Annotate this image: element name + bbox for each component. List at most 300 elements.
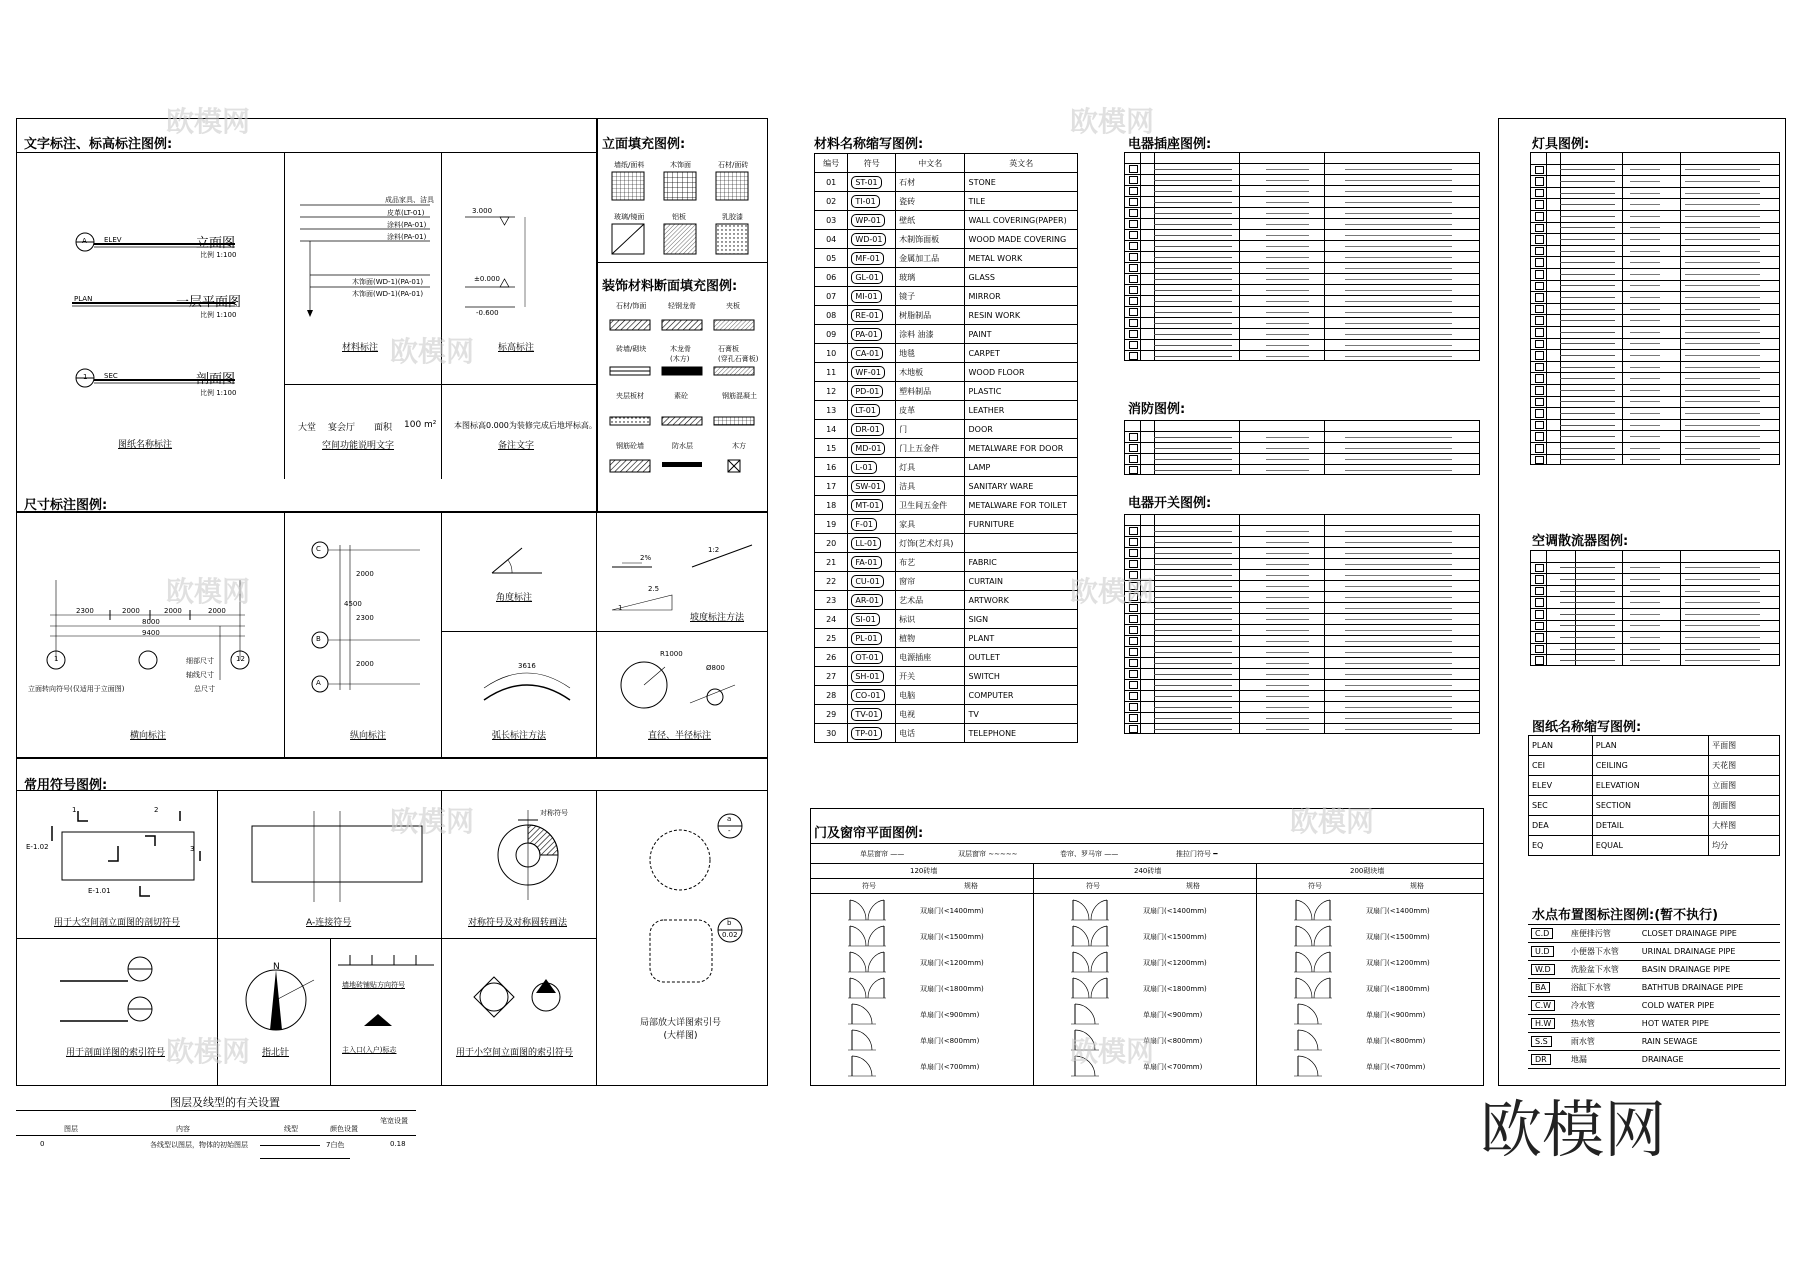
materials-cell: FA-01 (848, 553, 896, 572)
door-symbol-icon (1071, 950, 1111, 974)
door-spec: 单扇门(<700mm) (920, 1063, 980, 1071)
materials-cell: LEATHER (965, 401, 1078, 420)
legend-symbol-icon (1535, 444, 1544, 453)
door-spec: 单扇门(<700mm) (1143, 1063, 1203, 1071)
table-row (1529, 736, 1780, 756)
materials-cell: 皮革 (896, 401, 965, 420)
slope-text-3: 2.5 (648, 585, 660, 593)
cut-label-1: E-1.02 (26, 843, 49, 851)
table-row (815, 705, 1078, 724)
materials-cell: 14 (815, 420, 848, 439)
materials-title: 材料名称缩写图例: (814, 137, 924, 152)
water-cell: 小便器下水管 (1568, 943, 1639, 961)
table-row (815, 211, 1078, 230)
drawing-abbr-title: 图纸名称缩写图例: (1532, 720, 1642, 735)
caption-space: 空间功能说明文字 (322, 441, 395, 451)
materials-cell: ARTWORK (965, 591, 1078, 610)
table-row (815, 458, 1078, 477)
vdim-2: 4500 (344, 600, 362, 608)
materials-cell: 金属加工品 (896, 249, 965, 268)
table-row (815, 249, 1078, 268)
arc-value: 3616 (518, 662, 536, 670)
height-top: 3.000 (472, 207, 493, 215)
door-spec: 单扇门(<900mm) (1366, 1011, 1426, 1019)
table-row (1529, 816, 1780, 836)
legend-symbol-icon (1535, 421, 1544, 430)
materials-cell: MF-01 (848, 249, 896, 268)
fill-label-r3-1: 石材/饰面 (616, 302, 647, 310)
materials-cell: SWITCH (965, 667, 1078, 686)
legend-symbol-icon (1129, 308, 1138, 316)
door-symbol-icon (848, 950, 888, 974)
water-cell: RAIN SEWAGE (1639, 1033, 1780, 1051)
table-row (815, 420, 1078, 439)
elev-scale: 比例 1:100 (200, 251, 237, 259)
materials-cell: FABRIC (965, 553, 1078, 572)
sym-label: 对称符号 (540, 809, 568, 817)
legend-symbol-icon (1129, 626, 1138, 634)
vdim-1: 2000 (356, 570, 374, 578)
abbr-cell: 大样图 (1709, 816, 1780, 836)
fill-label-r6-3: 木方 (732, 442, 746, 450)
legend-symbol-icon (1129, 209, 1138, 217)
legend-symbol-icon (1129, 330, 1138, 338)
index-b-sub: 0.02 (722, 931, 738, 939)
legend-symbol-icon (1129, 637, 1138, 645)
cut-symbol-drawing (40, 806, 210, 906)
table-row (815, 439, 1078, 458)
materials-cell: SH-01 (848, 667, 896, 686)
dim-6: 9400 (142, 629, 160, 637)
space-word-3: 面积 (374, 423, 393, 433)
materials-cell: MT-01 (848, 496, 896, 515)
abbr-cell: EQ (1529, 836, 1593, 856)
legend-symbol-icon (1129, 297, 1138, 305)
vaxis-c: C (316, 545, 321, 553)
door-symbol-icon (848, 924, 888, 948)
sec-marker: 1 (83, 373, 88, 381)
materials-cell: 门上五金件 (896, 439, 965, 458)
caption-detail: 局部放大详图索引号 (大样图) (640, 1018, 722, 1041)
materials-cell: DOOR (965, 420, 1078, 439)
fill-label-r3-2: 轻钢龙骨 (668, 302, 696, 310)
materials-cell: FURNITURE (965, 515, 1078, 534)
water-cell: 雨水管 (1568, 1033, 1639, 1051)
materials-cell: METALWARE FOR TOILET (965, 496, 1078, 515)
legend-symbol-icon (1129, 681, 1138, 689)
material-line-3: 涂料(PA-01) (387, 221, 427, 229)
door-symbol-icon (1071, 924, 1111, 948)
legend-symbol-icon (1535, 270, 1544, 279)
caption-section-index: 用于剖面详图的索引符号 (66, 1048, 166, 1058)
legend-symbol-icon (1535, 575, 1544, 584)
detail-index-drawing (640, 810, 760, 1010)
materials-cell: PL-01 (848, 629, 896, 648)
cut-label-5: 3 (190, 845, 195, 853)
table-row (1528, 961, 1780, 979)
materials-cell: 15 (815, 439, 848, 458)
material-line-2: 皮革(LT-01) (387, 209, 425, 217)
materials-cell: CURTAIN (965, 572, 1078, 591)
materials-cell: ST-01 (848, 173, 896, 192)
wall-2: 240砖墙 (1134, 867, 1162, 875)
materials-cell: 07 (815, 287, 848, 306)
caption-note: 备注文字 (498, 441, 535, 451)
section-title-symbol: 常用符号图例: (24, 778, 108, 793)
table-row (815, 344, 1078, 363)
fill-label-r4-1: 砖墙/砌块 (616, 345, 647, 353)
materials-cell: METAL WORK (965, 249, 1078, 268)
materials-cell: RE-01 (848, 306, 896, 325)
materials-cell: F-01 (848, 515, 896, 534)
legend-symbol-icon (1535, 374, 1544, 383)
materials-cell: TILE (965, 192, 1078, 211)
water-cell: CLOSET DRAINAGE PIPE (1639, 925, 1780, 943)
materials-cell: TV-01 (848, 705, 896, 724)
cut-label-2: E-1.01 (88, 887, 111, 895)
materials-header-2: 中文名 (896, 154, 965, 173)
sec-scale: 比例 1:100 (200, 389, 237, 397)
materials-cell: 22 (815, 572, 848, 591)
table-row (815, 553, 1078, 572)
water-table (1528, 924, 1780, 1069)
material-line-4: 涂料(PA-01) (387, 233, 427, 241)
water-cell: BA (1528, 979, 1568, 997)
dim-3: 2000 (164, 607, 182, 615)
table-row (1528, 1015, 1780, 1033)
legend-symbol-icon (1535, 587, 1544, 596)
materials-cell: MD-01 (848, 439, 896, 458)
watermark-8: 欧模网 (166, 1035, 251, 1068)
materials-cell: LT-01 (848, 401, 896, 420)
abbr-cell: ELEVATION (1592, 776, 1708, 796)
table-row (1529, 776, 1780, 796)
watermark-6: 欧模网 (390, 805, 475, 838)
table-row (815, 515, 1078, 534)
materials-cell: PA-01 (848, 325, 896, 344)
legend-symbol-icon (1535, 622, 1544, 631)
caption-slope: 坡度标注方法 (690, 613, 745, 623)
lights-title: 灯具图例: (1532, 137, 1590, 152)
materials-cell: 30 (815, 724, 848, 743)
legend-symbol-icon (1129, 466, 1138, 474)
door-spec: 单扇门(<800mm) (1366, 1037, 1426, 1045)
materials-cell: 木地板 (896, 363, 965, 382)
legend-symbol-icon (1535, 258, 1544, 267)
door-spec: 单扇门(<700mm) (1366, 1063, 1426, 1071)
elev-marker: A (82, 237, 87, 245)
materials-cell: PLANT (965, 629, 1078, 648)
door-symbol-icon (1294, 950, 1334, 974)
table-row (815, 363, 1078, 382)
table-row (815, 648, 1078, 667)
legend-symbol-icon (1129, 319, 1138, 327)
materials-cell: MI-01 (848, 287, 896, 306)
layer-header-2: 内容 (176, 1125, 190, 1133)
materials-cell: 29 (815, 705, 848, 724)
door-symbol-icon (1294, 976, 1334, 1000)
materials-cell: 06 (815, 268, 848, 287)
caption-cut: 用于大空间剖立面图的剖切符号 (54, 918, 181, 928)
materials-cell: SANITARY WARE (965, 477, 1078, 496)
materials-cell: AR-01 (848, 591, 896, 610)
abbr-cell: DETAIL (1592, 816, 1708, 836)
abbr-cell: PLAN (1592, 736, 1708, 756)
caption-tile: 墙地砖铺贴方向符号 (342, 981, 405, 989)
table-row (1529, 796, 1780, 816)
legend-symbol-icon (1129, 455, 1138, 463)
cut-label-3: 1 (72, 806, 77, 814)
height-neg: -0.600 (476, 309, 499, 317)
materials-cell: WOOD MADE COVERING (965, 230, 1078, 249)
abbr-cell: 剖面图 (1709, 796, 1780, 816)
materials-cell: WOOD FLOOR (965, 363, 1078, 382)
table-row (815, 477, 1078, 496)
doors-legend-1: 单层窗帘 —— (860, 850, 905, 858)
doors-legend-3: 卷帘、罗马帘 —— (1060, 850, 1119, 858)
materials-cell: 18 (815, 496, 848, 515)
legend-symbol-icon (1129, 231, 1138, 239)
materials-cell: 木制饰面板 (896, 230, 965, 249)
materials-cell: 05 (815, 249, 848, 268)
water-cell: 洗脸盆下水管 (1568, 961, 1639, 979)
fill-label-r1-3: 石材/面砖 (718, 161, 749, 169)
legend-symbol-icon (1129, 560, 1138, 568)
elev-index-drawing (470, 975, 570, 1025)
materials-cell: PD-01 (848, 382, 896, 401)
door-spec: 双扇门(<1400mm) (920, 907, 984, 915)
water-cell: U.D (1528, 943, 1568, 961)
legend-symbol-icon (1535, 432, 1544, 441)
note-text: 本图标高0.000为装修完成后地坪标高。 (454, 421, 597, 430)
materials-cell: 20 (815, 534, 848, 553)
cut-label-4: 2 (154, 806, 159, 814)
col-spec-1: 规格 (964, 882, 978, 890)
section-title-section-fill: 装饰材料断面填充图例: (602, 279, 738, 294)
fill-label-r1-1: 墙纸/面料 (614, 161, 645, 169)
door-spec: 单扇门(<900mm) (1143, 1011, 1203, 1019)
section-title-text-elevation: 文字标注、标高标注图例: (24, 137, 173, 152)
fill-label-r6-1: 钢筋砼墙 (616, 442, 644, 450)
caption-height: 标高标注 (498, 343, 535, 353)
legend-symbol-icon (1535, 398, 1544, 407)
height-zero: ±0.000 (474, 275, 500, 283)
switch-title: 电器开关图例: (1128, 496, 1212, 511)
materials-cell: 地毯 (896, 344, 965, 363)
materials-cell: WALL COVERING(PAPER) (965, 211, 1078, 230)
abbr-cell: PLAN (1529, 736, 1593, 756)
fill-label-r4-2: 木龙骨 (木方) (670, 345, 691, 363)
watermark-1: 欧模网 (166, 105, 251, 138)
legend-symbol-icon (1129, 615, 1138, 623)
radius-drawing (620, 655, 750, 715)
materials-cell: COMPUTER (965, 686, 1078, 705)
materials-cell: 19 (815, 515, 848, 534)
materials-cell: TV (965, 705, 1078, 724)
water-cell: HOT WATER PIPE (1639, 1015, 1780, 1033)
door-spec: 双扇门(<1800mm) (1366, 985, 1430, 993)
legend-symbol-icon (1129, 648, 1138, 656)
sec-prefix: SEC (104, 372, 118, 380)
fill-label-r4-3: 石膏板 (穿孔石膏板) (718, 345, 759, 363)
materials-cell: 卫生间五金件 (896, 496, 965, 515)
legend-symbol-icon (1129, 253, 1138, 261)
materials-table (814, 153, 1078, 743)
legend-symbol-icon (1535, 598, 1544, 607)
legend-symbol-icon (1535, 305, 1544, 314)
legend-symbol-icon (1129, 286, 1138, 294)
water-cell: URINAL DRAINAGE PIPE (1639, 943, 1780, 961)
slope-text-2: 1:2 (708, 546, 720, 554)
materials-cell: 04 (815, 230, 848, 249)
water-cell: C.W (1528, 997, 1568, 1015)
materials-cell: 塑料制品 (896, 382, 965, 401)
legend-symbol-icon (1129, 352, 1138, 360)
space-word-2: 宴会厅 (328, 423, 356, 433)
legend-symbol-icon (1129, 692, 1138, 700)
door-spec: 双扇门(<1500mm) (1366, 933, 1430, 941)
water-cell: BATHTUB DRAINAGE PIPE (1639, 979, 1780, 997)
materials-cell: 瓷砖 (896, 192, 965, 211)
dim-note-3: 总尺寸 (194, 685, 215, 693)
materials-cell: 植物 (896, 629, 965, 648)
legend-symbol-icon (1535, 351, 1544, 360)
materials-cell: 03 (815, 211, 848, 230)
legend-symbol-icon (1535, 293, 1544, 302)
door-symbol-icon (1071, 1002, 1111, 1026)
table-row (815, 610, 1078, 629)
materials-cell: 24 (815, 610, 848, 629)
materials-cell: GL-01 (848, 268, 896, 287)
index-a-sub: - (728, 827, 731, 835)
table-row (815, 192, 1078, 211)
legend-symbol-icon (1535, 224, 1544, 233)
angle-drawing (492, 548, 552, 578)
materials-cell: DR-01 (848, 420, 896, 439)
caption-drawing-name: 图纸名称标注 (118, 440, 173, 450)
layer-row-4: 7白色 (326, 1141, 345, 1149)
ac-title: 空调散流器图例: (1532, 534, 1629, 549)
dim-note-2: 轴线尺寸 (186, 671, 214, 679)
caption-north: 指北针 (262, 1048, 290, 1058)
door-spec: 单扇门(<900mm) (920, 1011, 980, 1019)
legend-symbol-icon (1129, 187, 1138, 195)
materials-cell: WF-01 (848, 363, 896, 382)
door-spec: 双扇门(<1800mm) (920, 985, 984, 993)
caption-turn: 立面转向符号(仅适用于立面图) (28, 685, 125, 693)
layer-table-title: 图层及线型的有关设置 (170, 1096, 280, 1109)
axis-left: 1 (54, 655, 59, 663)
legend-symbol-icon (1535, 633, 1544, 642)
table-row (1528, 979, 1780, 997)
legend-symbol-icon (1129, 275, 1138, 283)
water-cell: W.D (1528, 961, 1568, 979)
materials-cell: PAINT (965, 325, 1078, 344)
section-title-dimension: 尺寸标注图例: (24, 498, 108, 513)
legend-symbol-icon (1129, 165, 1138, 173)
table-row (1528, 997, 1780, 1015)
table-row (815, 534, 1078, 553)
materials-cell: 电视 (896, 705, 965, 724)
abbr-cell: SECTION (1592, 796, 1708, 816)
materials-cell: 09 (815, 325, 848, 344)
door-spec: 双扇门(<1200mm) (1366, 959, 1430, 967)
caption-entry: 主入口(入户)标志 (342, 1046, 397, 1054)
col-spec-2: 规格 (1186, 882, 1200, 890)
materials-cell: TP-01 (848, 724, 896, 743)
abbr-cell: EQUAL (1592, 836, 1708, 856)
legend-symbol-icon (1535, 363, 1544, 372)
col-spec-3: 规格 (1410, 882, 1424, 890)
door-spec: 单扇门(<800mm) (920, 1037, 980, 1045)
vdim-3: 2300 (356, 614, 374, 622)
water-cell: 座便排污管 (1568, 925, 1639, 943)
materials-cell: SW-01 (848, 477, 896, 496)
materials-cell: LAMP (965, 458, 1078, 477)
materials-cell: 电话 (896, 724, 965, 743)
table-row (1528, 1033, 1780, 1051)
water-title: 水点布置图标注图例:(暂不执行) (1532, 908, 1719, 923)
water-cell: COLD WATER PIPE (1639, 997, 1780, 1015)
wall-3: 200砌块墙 (1350, 867, 1385, 875)
materials-cell: 27 (815, 667, 848, 686)
watermark-3: 欧模网 (166, 575, 251, 608)
materials-header-1: 符号 (848, 154, 896, 173)
materials-cell: 石材 (896, 173, 965, 192)
materials-cell: LL-01 (848, 534, 896, 553)
dim-1: 2300 (76, 607, 94, 615)
col-symbol-2: 符号 (1086, 882, 1100, 890)
drawing-abbr-table (1528, 735, 1780, 856)
legend-symbol-icon (1129, 538, 1138, 546)
door-symbol-icon (848, 1002, 888, 1026)
space-word-1: 大堂 (298, 423, 317, 433)
door-spec: 双扇门(<1500mm) (920, 933, 984, 941)
legend-symbol-icon (1129, 659, 1138, 667)
materials-cell: 涂料 油漆 (896, 325, 965, 344)
materials-cell (965, 534, 1078, 553)
layer-header-1: 图层 (64, 1125, 78, 1133)
legend-symbol-icon (1535, 189, 1544, 198)
materials-cell: CARPET (965, 344, 1078, 363)
materials-cell: TELEPHONE (965, 724, 1078, 743)
table-row (815, 591, 1078, 610)
materials-cell: 艺术品 (896, 591, 965, 610)
legend-symbol-icon (1129, 527, 1138, 535)
legend-symbol-icon (1535, 409, 1544, 418)
materials-cell: STONE (965, 173, 1078, 192)
vaxis-a: A (316, 679, 321, 687)
caption-material: 材料标注 (342, 343, 379, 353)
col-symbol-3: 符号 (1308, 882, 1322, 890)
table-row (815, 382, 1078, 401)
table-row (815, 287, 1078, 306)
materials-cell: 10 (815, 344, 848, 363)
index-b: b (727, 919, 732, 927)
materials-cell: 21 (815, 553, 848, 572)
fill-label-r5-1: 夹层板材 (616, 392, 644, 400)
plan-prefix: PLAN (74, 295, 93, 303)
materials-cell: CA-01 (848, 344, 896, 363)
door-symbol-icon (848, 976, 888, 1000)
diameter-value: Ø800 (706, 664, 725, 672)
table-row (1529, 756, 1780, 776)
door-symbol-icon (848, 1028, 888, 1052)
door-symbol-icon (848, 898, 888, 922)
fill-label-r1-2: 木饰面 (670, 161, 691, 169)
watermark-2: 欧模网 (390, 335, 475, 368)
water-cell: S.S (1528, 1033, 1568, 1051)
